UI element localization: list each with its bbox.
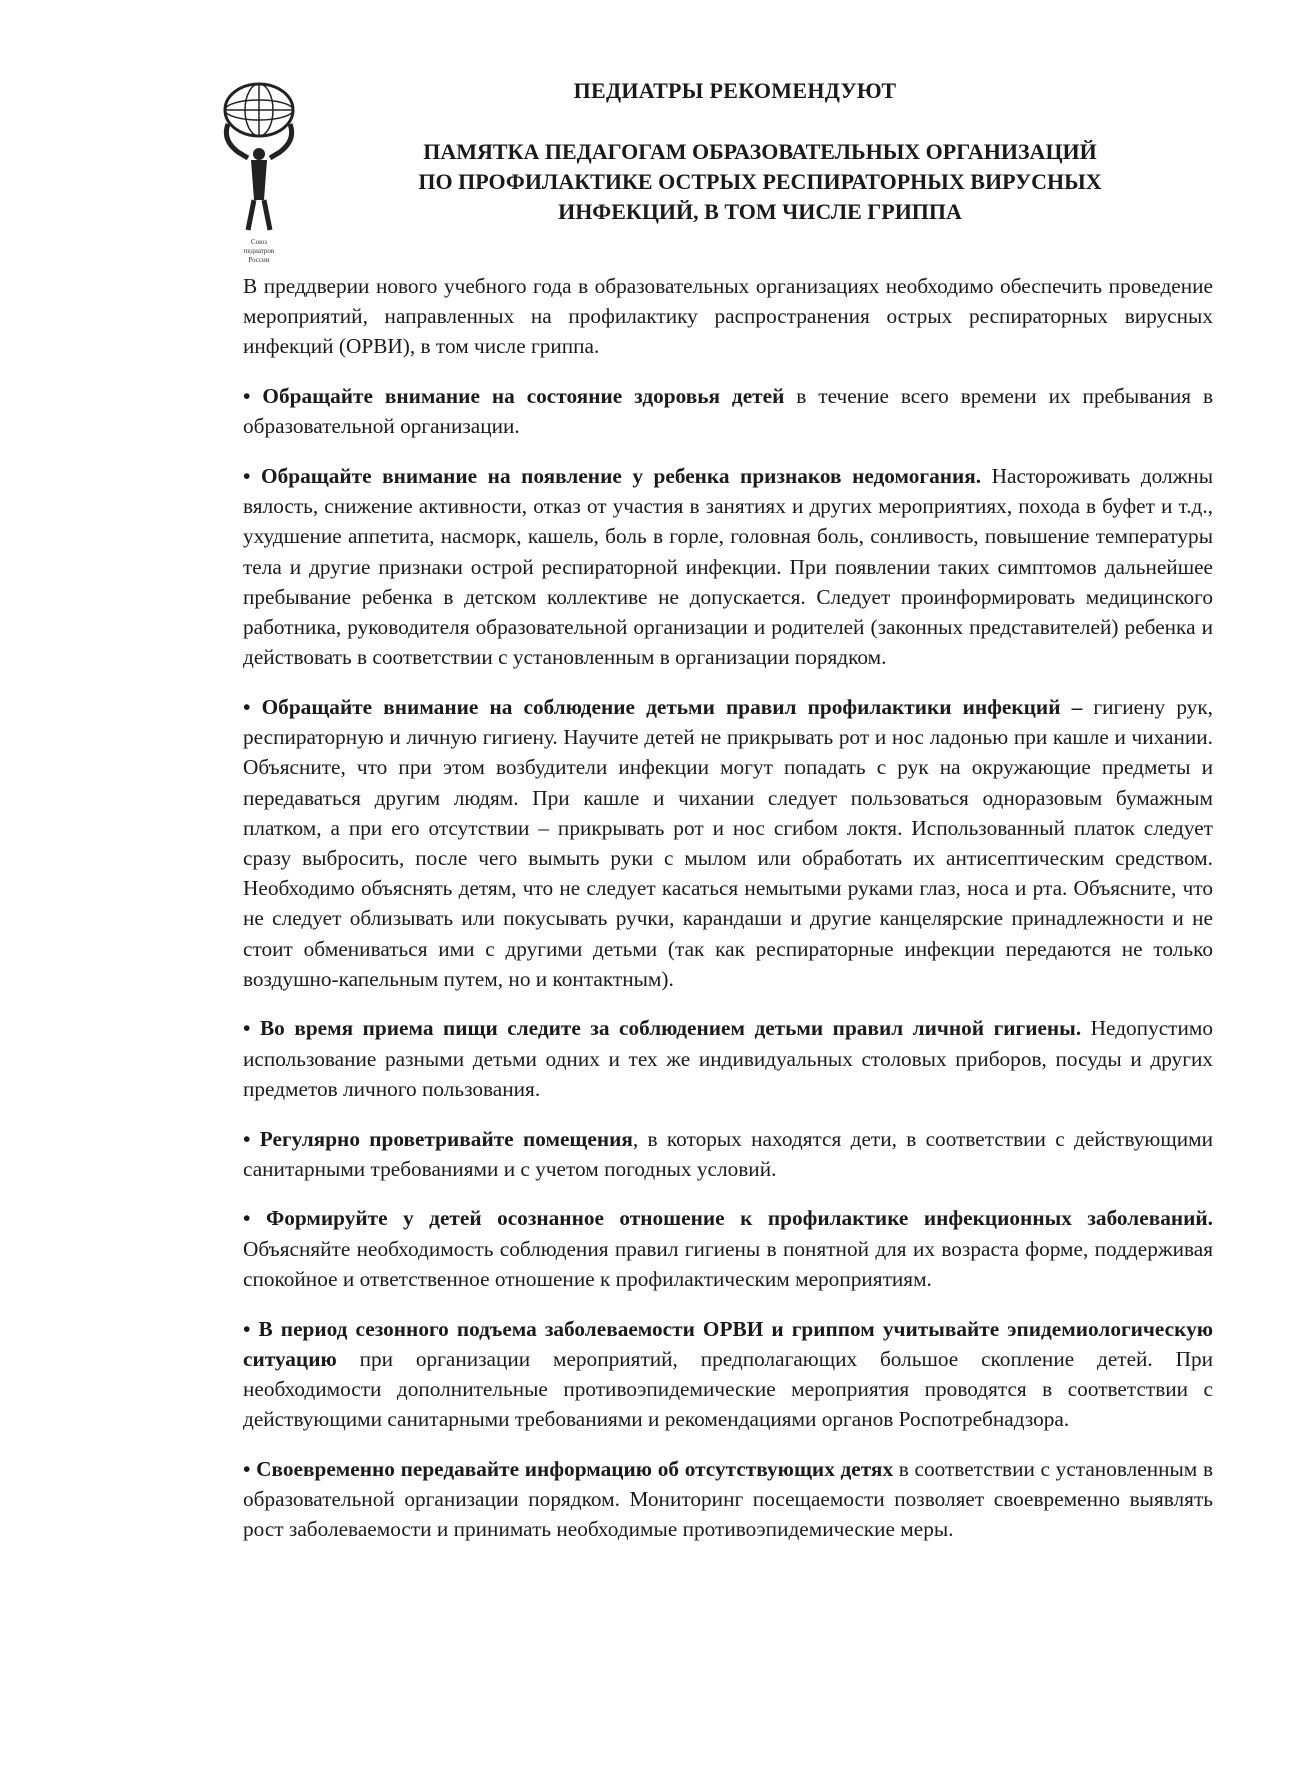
document-title (340, 137, 1180, 227)
title-line: ПАМЯТКА ПЕДАГОГАМ ОБРАЗОВАТЕЛЬНЫХ ОРГАНИЗАЦИЙ (423, 139, 1097, 164)
recommendation-heading: Обращайте внимание на появление у ребенка признаков недомогания. (261, 464, 982, 489)
logo-caption-line: Союз (250, 238, 268, 246)
bullet-icon: • (243, 1316, 259, 1341)
recommendation-heading: Обращайте внимание на соблюдение детьми правил профилактики инфекций – (261, 694, 1083, 719)
recommendation-text: , в которых находятся дети, в соответствии с действующими санитарными требованиями и с учетом погодных условий. (243, 1126, 1214, 1181)
recommendation-text: в соответствии с установленным в образовательной организации порядком. Мониторинг посещаемости позволяет своевременно выявлять рост заболеваемости и принимать необходимые противоэпидемические меры. (243, 1456, 1214, 1542)
recommendation-item (243, 692, 1213, 994)
recommendation-text: при организации мероприятий, предполагающих большое скопление детей. При необходимости дополнительные противоэпидемические мероприятия проводятся в соответствии с действующими санитарными требованиями и рекомендациями органов Роспотребнадзора. (243, 1346, 1213, 1432)
recommendation-heading: Своевременно передавайте информацию об отсутствующих детях (256, 1456, 894, 1481)
bullet-icon: • (243, 464, 262, 489)
bullet-icon: • (243, 1016, 260, 1041)
title-line: ПО ПРОФИЛАКТИКЕ ОСТРЫХ РЕСПИРАТОРНЫХ ВИРУСНЫХ (418, 169, 1102, 194)
recommendation-text: Объясняйте необходимость соблюдения правил гигиены в понятной для их возраста форме, поддерживая спокойное и ответственное отношение к профилактическим мероприятиям. (243, 1236, 1213, 1291)
org-heading: ПЕДИАТРЫ РЕКОМЕНДУЮТ (573, 78, 897, 103)
document-body (243, 271, 1213, 1564)
logo-caption-line: России (248, 256, 270, 264)
recommendation-text: Настороживать должны вялость, снижение активности, отказ от участия в занятиях и других мероприятиях, похода в буфет и т.д., ухудшение аппетита, насморк, кашель, боль в горле, головная боль, сонливость, повышение температуры тела и другие признаки острой респираторной инфекции. При появлении таких симптомов дальнейшее пребывание ребенка в детском коллективе не допускается. Следует проинформировать медицинского работника, руководителя образовательной организации и родителей (законных представителей) ребенка и действовать в соответствии с установленным в организации порядком. (243, 464, 1214, 670)
recommendation-item (243, 461, 1213, 672)
recommendation-heading: Во время приема пищи следите за соблюдением детьми правил личной гигиены. (259, 1016, 1082, 1041)
logo-caption (214, 238, 304, 265)
recommendation-item (243, 381, 1213, 441)
recommendation-text: гигиену рук, респираторную и личную гигиену. Научите детей не прикрывать рот и нос ладонью при кашле и чихании. Объясните, что при этом возбудители инфекции могут попадать с рук на окружающие предметы и передаваться другим людям. При кашле и чихании следует пользоваться одноразовым бумажным платком, а при его отсутствии – прикрывать рот и нос сгибом локтя. Использованный платок следует сразу выбросить, после чего вымыть руки с мылом или обработать их антисептическим средством. Необходимо объяснять детям, что не следует касаться немытыми руками глаз, носа и рта. Объясните, что не следует облизывать или покусывать ручки, карандаши и другие канцелярские принадлежности и не стоит обмениваться ими с другими детьми (так как респираторные инфекции передаются не только воздушно-капельным путем, но и контактным). (243, 694, 1214, 991)
bullet-icon: • (243, 1126, 260, 1151)
bullet-icon: • (243, 384, 263, 409)
recommendation-heading: Регулярно проветривайте помещения (259, 1126, 633, 1151)
bullet-icon: • (243, 1206, 266, 1231)
recommendation-item (243, 1454, 1213, 1545)
recommendation-heading: Формируйте у детей осознанное отношение к профилактике инфекционных заболеваний. (265, 1206, 1213, 1231)
recommendation-list (243, 381, 1213, 1544)
recommendation-heading: Обращайте внимание на состояние здоровья детей (262, 384, 785, 409)
bullet-icon: • (243, 1456, 257, 1481)
recommendation-item (243, 1203, 1213, 1294)
recommendation-text: в течение всего времени их пребывания в образовательной организации. (243, 384, 1214, 439)
recommendation-item (243, 1013, 1213, 1104)
bullet-icon: • (243, 694, 262, 719)
title-line: ИНФЕКЦИЙ, В ТОМ ЧИСЛЕ ГРИППА (558, 199, 962, 224)
recommendation-item (243, 1124, 1213, 1184)
intro-paragraph: В преддверии нового учебного года в образовательных организациях необходимо обеспечить проведение мероприятий, направленных на профилактику распространения острых респираторных вирусных инфекций (ОРВИ), в том числе гриппа. (243, 274, 1213, 359)
recommendation-item (243, 1314, 1213, 1435)
logo-caption-line: педиатров (243, 247, 275, 255)
recommendation-heading: В период сезонного подъема заболеваемости ОРВИ и гриппом учитывайте эпидемиологическую ситуацию (243, 1316, 1213, 1371)
recommendation-text: Недопустимо использование разными детьми одних и тех же индивидуальных столовых приборов, посуды и других предметов личного пользования. (243, 1016, 1214, 1101)
